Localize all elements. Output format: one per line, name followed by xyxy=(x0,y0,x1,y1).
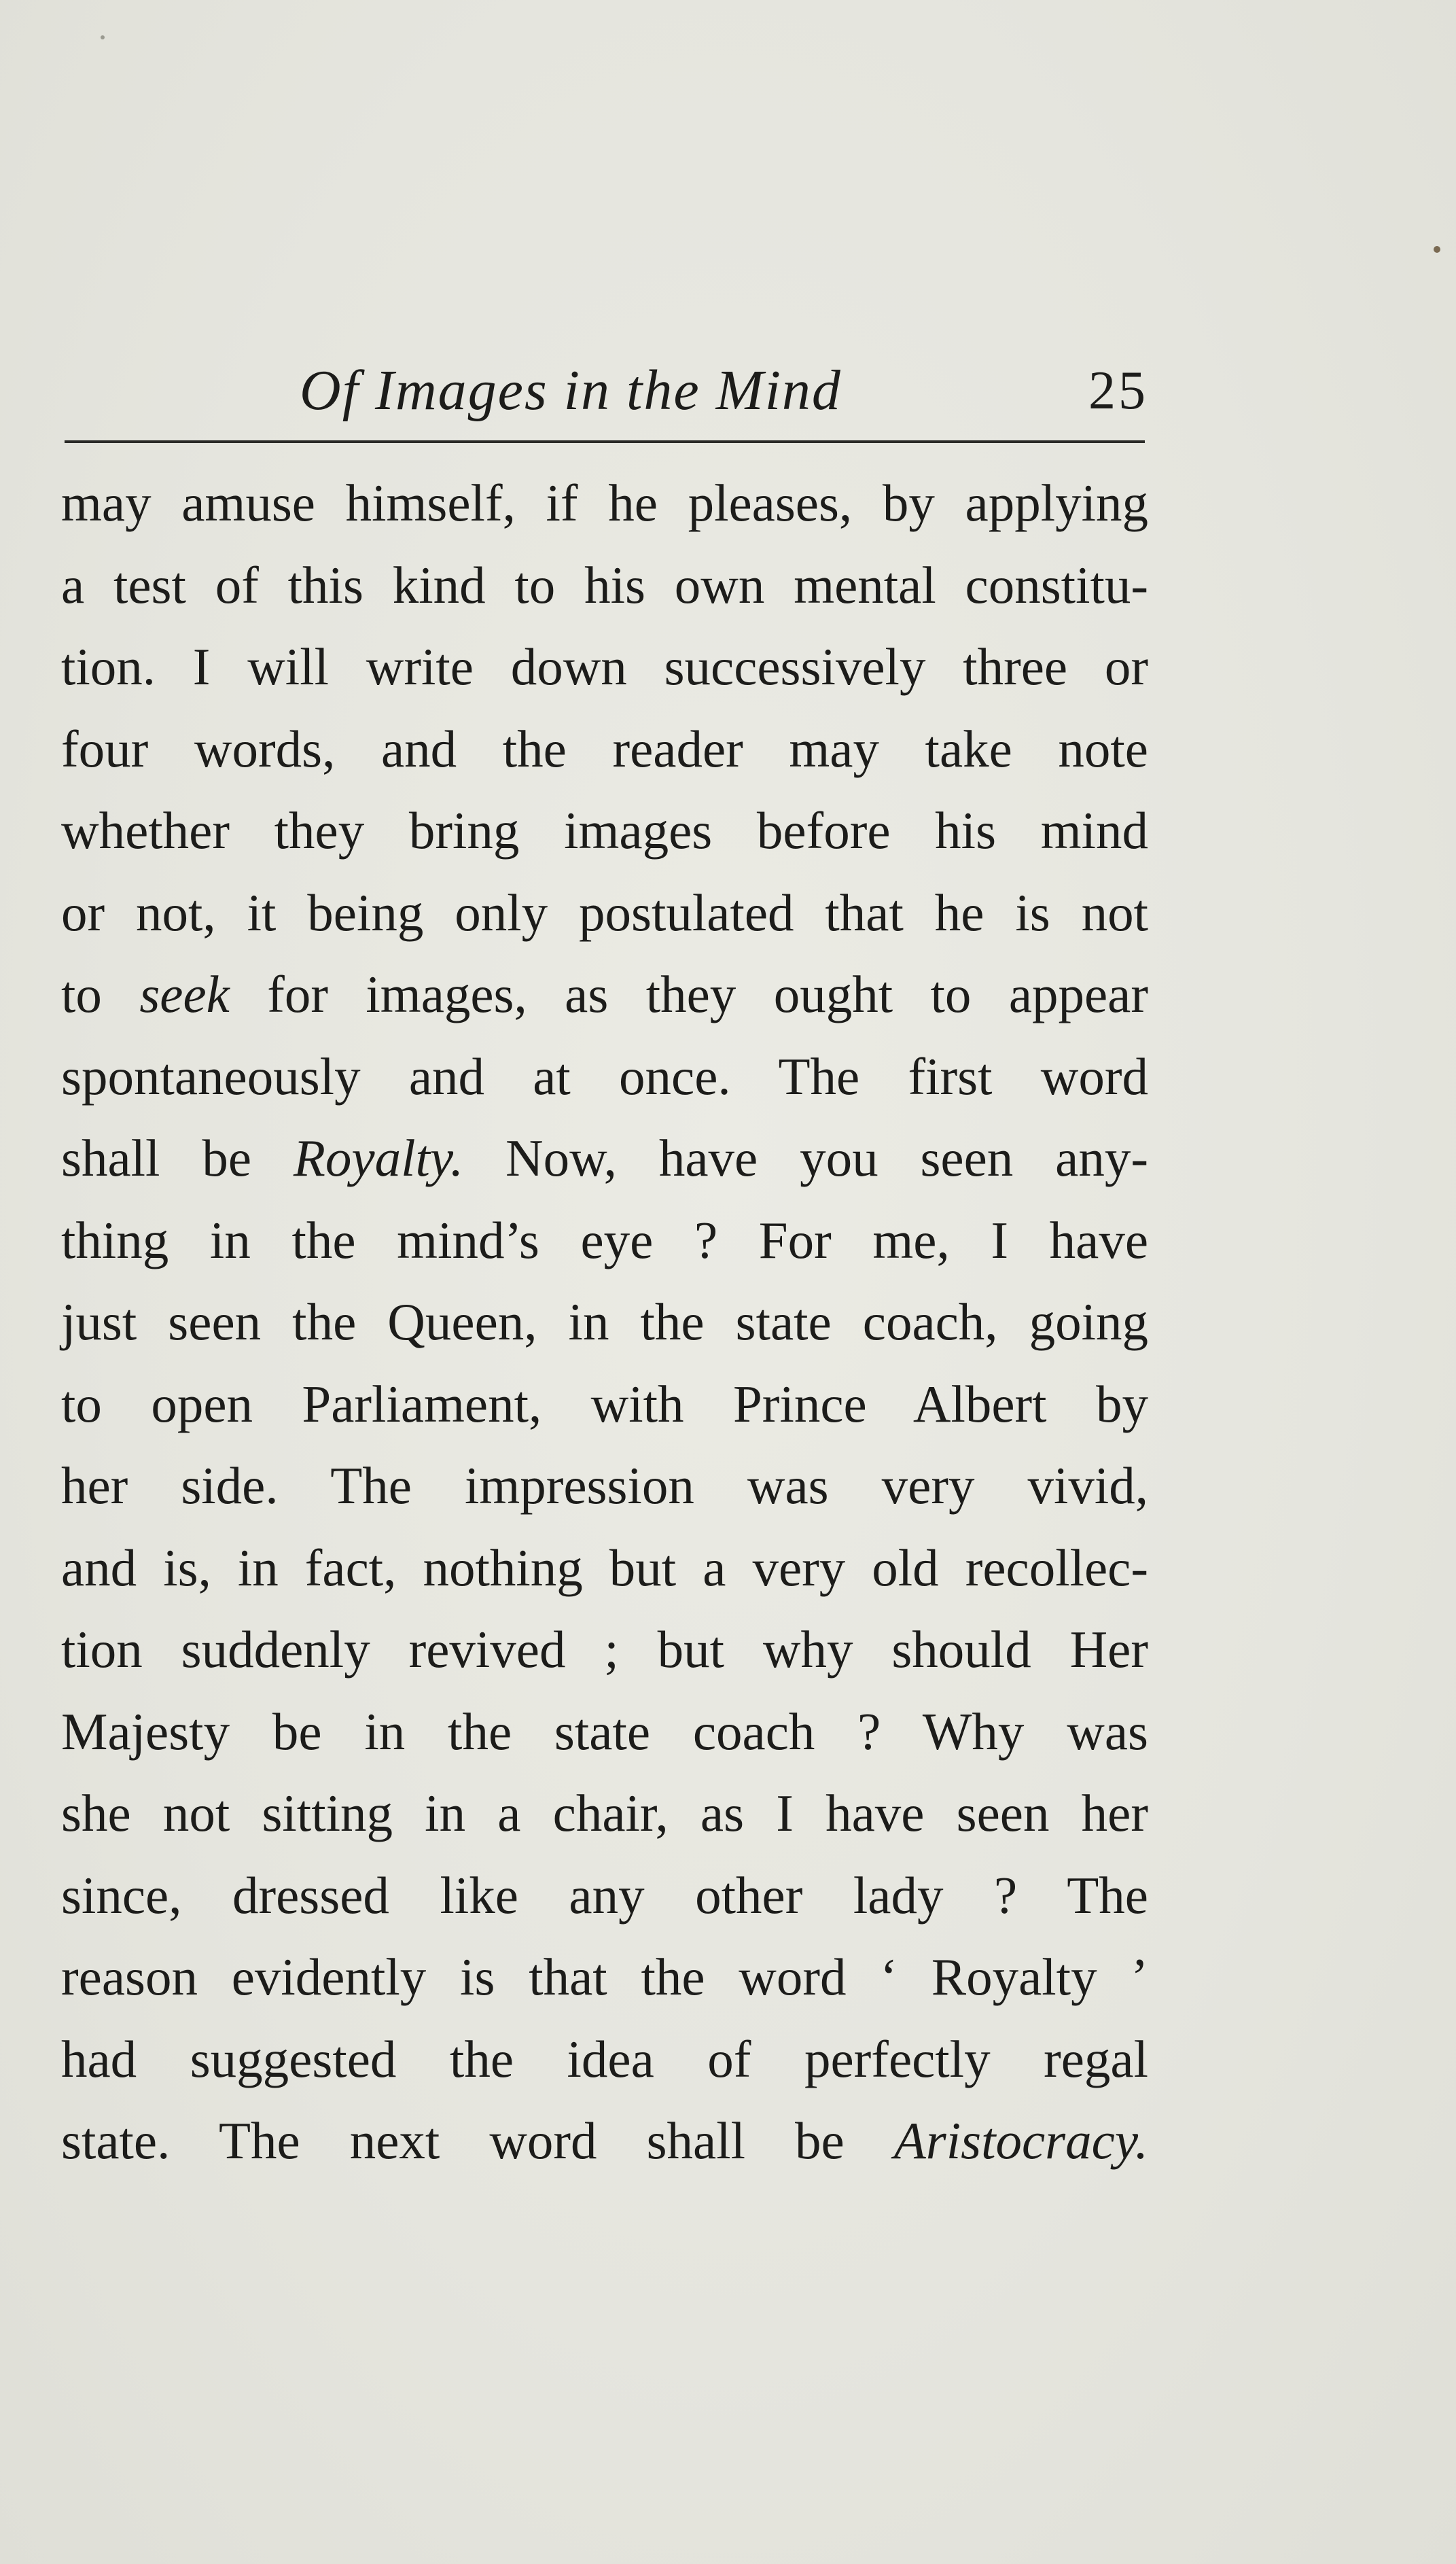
text-line: she not sitting in a chair, as I have seen her xyxy=(61,1784,1148,1842)
running-head xyxy=(61,350,1148,432)
text-line: her side. The impression was very vivid, xyxy=(61,1456,1148,1515)
text-line: to seek for images, as they ought to appear xyxy=(61,965,1148,1023)
text-line: spontaneously and at once. The first word xyxy=(61,1047,1148,1106)
text-line: shall be Royalty. Now, have you seen any- xyxy=(61,1129,1148,1187)
text-line: may amuse himself, if he pleases, by applying xyxy=(61,474,1148,532)
body-text xyxy=(61,462,1148,2182)
paper-speck xyxy=(101,35,105,39)
page-number: 25 xyxy=(1088,361,1148,421)
paper-speck xyxy=(1434,246,1440,253)
text-line: four words, and the reader may take note xyxy=(61,719,1148,778)
text-line: just seen the Queen, in the state coach, going xyxy=(61,1293,1148,1351)
italic-word: Royalty. xyxy=(293,1129,464,1187)
text-line: to open Parliament, with Prince Albert by xyxy=(61,1374,1148,1433)
text-line: tion suddenly revived ; but why should Her xyxy=(61,1620,1148,1679)
header-rule xyxy=(65,440,1145,443)
text-line: and is, in fact, nothing but a very old recollec- xyxy=(61,1538,1148,1597)
text-line: since, dressed like any other lady ? The xyxy=(61,1865,1148,1925)
italic-word: seek xyxy=(139,965,230,1023)
running-title: Of Images in the Mind xyxy=(300,359,842,422)
text-line: or not, it being only postulated that he is not xyxy=(61,883,1148,942)
text-line: reason evidently is that the word ‘ Royalty ’ xyxy=(61,1948,1148,2006)
text-line: thing in the mind’s eye ? For me, I have xyxy=(61,1210,1148,1269)
text-line: tion. I will write down successively three or xyxy=(61,637,1148,696)
text-line: state. The next word shall be Aristocracy. xyxy=(61,2111,1148,2170)
text-line: whether they bring images before his mind xyxy=(61,801,1148,860)
italic-word: Aristocracy. xyxy=(893,2111,1148,2170)
text-line: Majesty be in the state coach ? Why was xyxy=(61,1702,1148,1761)
text-line: had suggested the idea of perfectly regal xyxy=(61,2029,1148,2088)
text-line: a test of this kind to his own mental constitu- xyxy=(61,555,1148,614)
